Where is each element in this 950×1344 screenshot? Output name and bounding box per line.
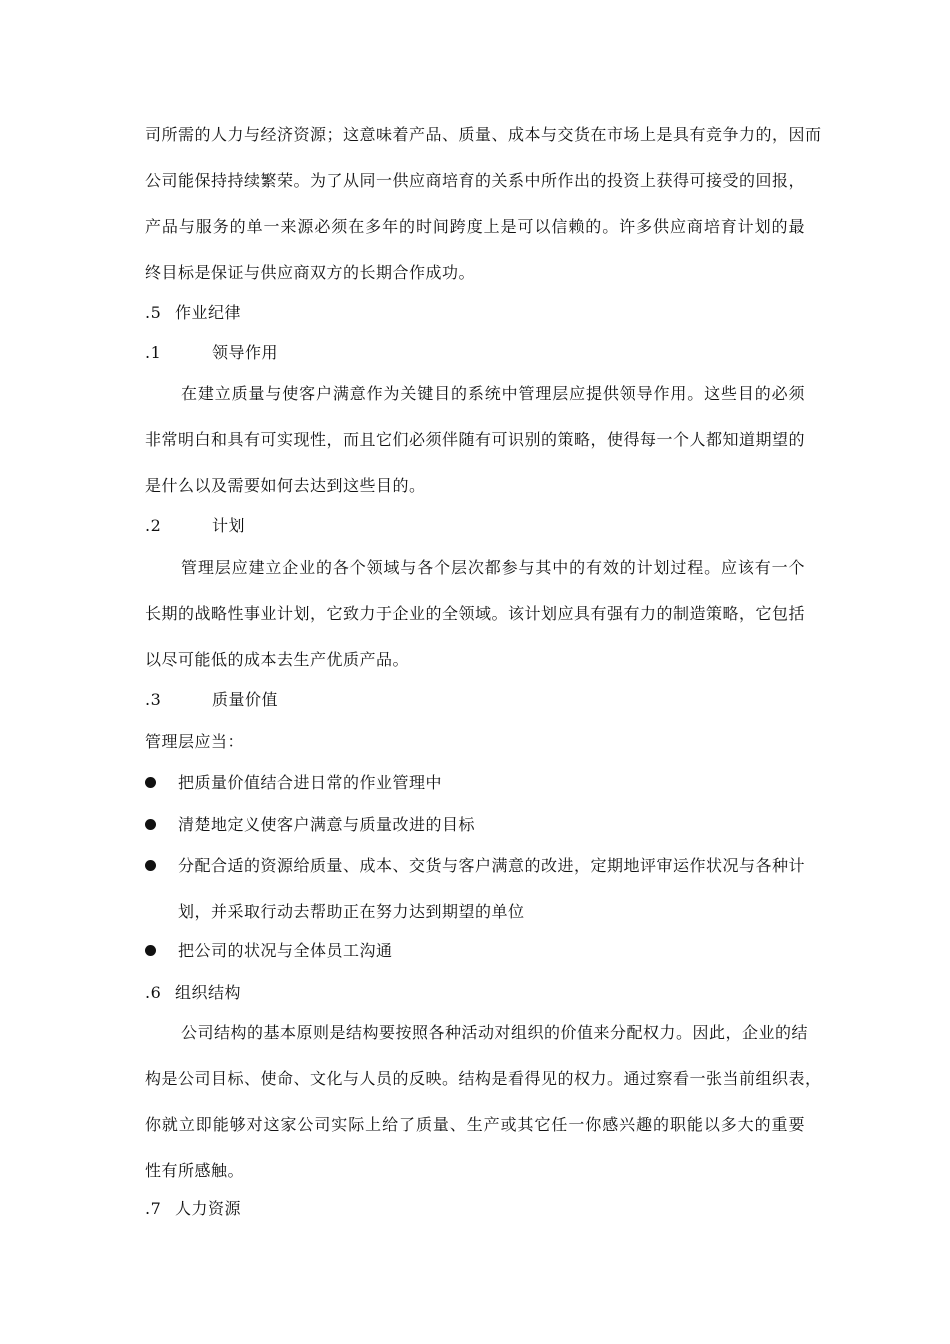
subsection-number: .1 [145,343,162,362]
section-title: 作业纪律 [175,303,242,322]
paragraph-line: 构是公司目标、使命、文化与人员的反映。结构是看得见的权力。通过察看一张当前组织表， [145,1069,822,1088]
paragraph-line: 性有所感触。 [145,1161,245,1180]
section-title: 组织结构 [175,983,242,1002]
paragraph-line: 公司能保持持续繁荣。为了从同一供应商培育的关系中所作出的投资上获得可接受的回报， [145,171,806,190]
paragraph-line: 司所需的人力与经济资源；这意味着产品、质量、成本与交货在市场上是具有竞争力的，因而 [145,125,822,144]
paragraph-line: 终目标是保证与供应商双方的长期合作成功。 [145,263,476,282]
section-number: .5 [145,303,162,322]
subsection-title: 领导作用 [212,343,279,362]
subsection-number: .3 [145,690,162,709]
list-item: 把公司的状况与全体员工沟通 [178,941,393,960]
paragraph-line: 你就立即能够对这家公司实际上给了质量、生产或其它任一你感兴趣的职能以多大的重要 [145,1115,805,1134]
subsection-heading [145,343,278,363]
list-item: 清楚地定义使客户满意与质量改进的目标 [178,815,476,834]
subsection-title: 质量价值 [212,690,279,709]
list-item: 把质量价值结合进日常的作业管理中 [178,773,443,792]
bullet-icon [145,945,156,956]
list-item-continuation: 划，并采取行动去帮助正在努力达到期望的单位 [178,902,525,921]
section-title: 人力资源 [175,1199,242,1218]
bullet-icon [145,819,156,830]
section-number: .6 [145,983,162,1002]
bullet-icon [145,860,156,871]
section-number: .7 [145,1199,162,1218]
paragraph-line: 长期的战略性事业计划，它致力于企业的全领域。该计划应具有强有力的制造策略，它包括 [145,604,806,623]
paragraph-line: 在建立质量与使客户满意作为关键目的系统中管理层应提供领导作用。这些目的必须 [181,384,805,403]
section-heading [145,983,241,1003]
list-item: 分配合适的资源给质量、成本、交货与客户满意的改进，定期地评审运作状况与各种计 [178,856,806,875]
paragraph-line: 管理层应建立企业的各个领域与各个层次都参与其中的有效的计划过程。应该有一个 [181,558,805,577]
subsection-number: .2 [145,516,162,535]
paragraph-line: 以尽可能低的成本去生产优质产品。 [145,650,410,669]
section-heading [145,303,241,323]
subsection-heading [145,516,245,536]
paragraph-line: 产品与服务的单一来源必须在多年的时间跨度上是可以信赖的。许多供应商培育计划的最 [145,217,805,236]
paragraph-line: 是什么以及需要如何去达到这些目的。 [145,476,426,495]
list-intro: 管理层应当： [145,732,245,751]
subsection-heading [145,690,278,710]
paragraph-line: 公司结构的基本原则是结构要按照各种活动对组织的价值来分配权力。因此，企业的结 [181,1023,809,1042]
bullet-icon [145,777,156,788]
subsection-title: 计划 [212,516,246,535]
paragraph-line: 非常明白和具有可实现性，而且它们必须伴随有可识别的策略，使得每一个人都知道期望的 [145,430,806,449]
section-heading [145,1199,241,1219]
